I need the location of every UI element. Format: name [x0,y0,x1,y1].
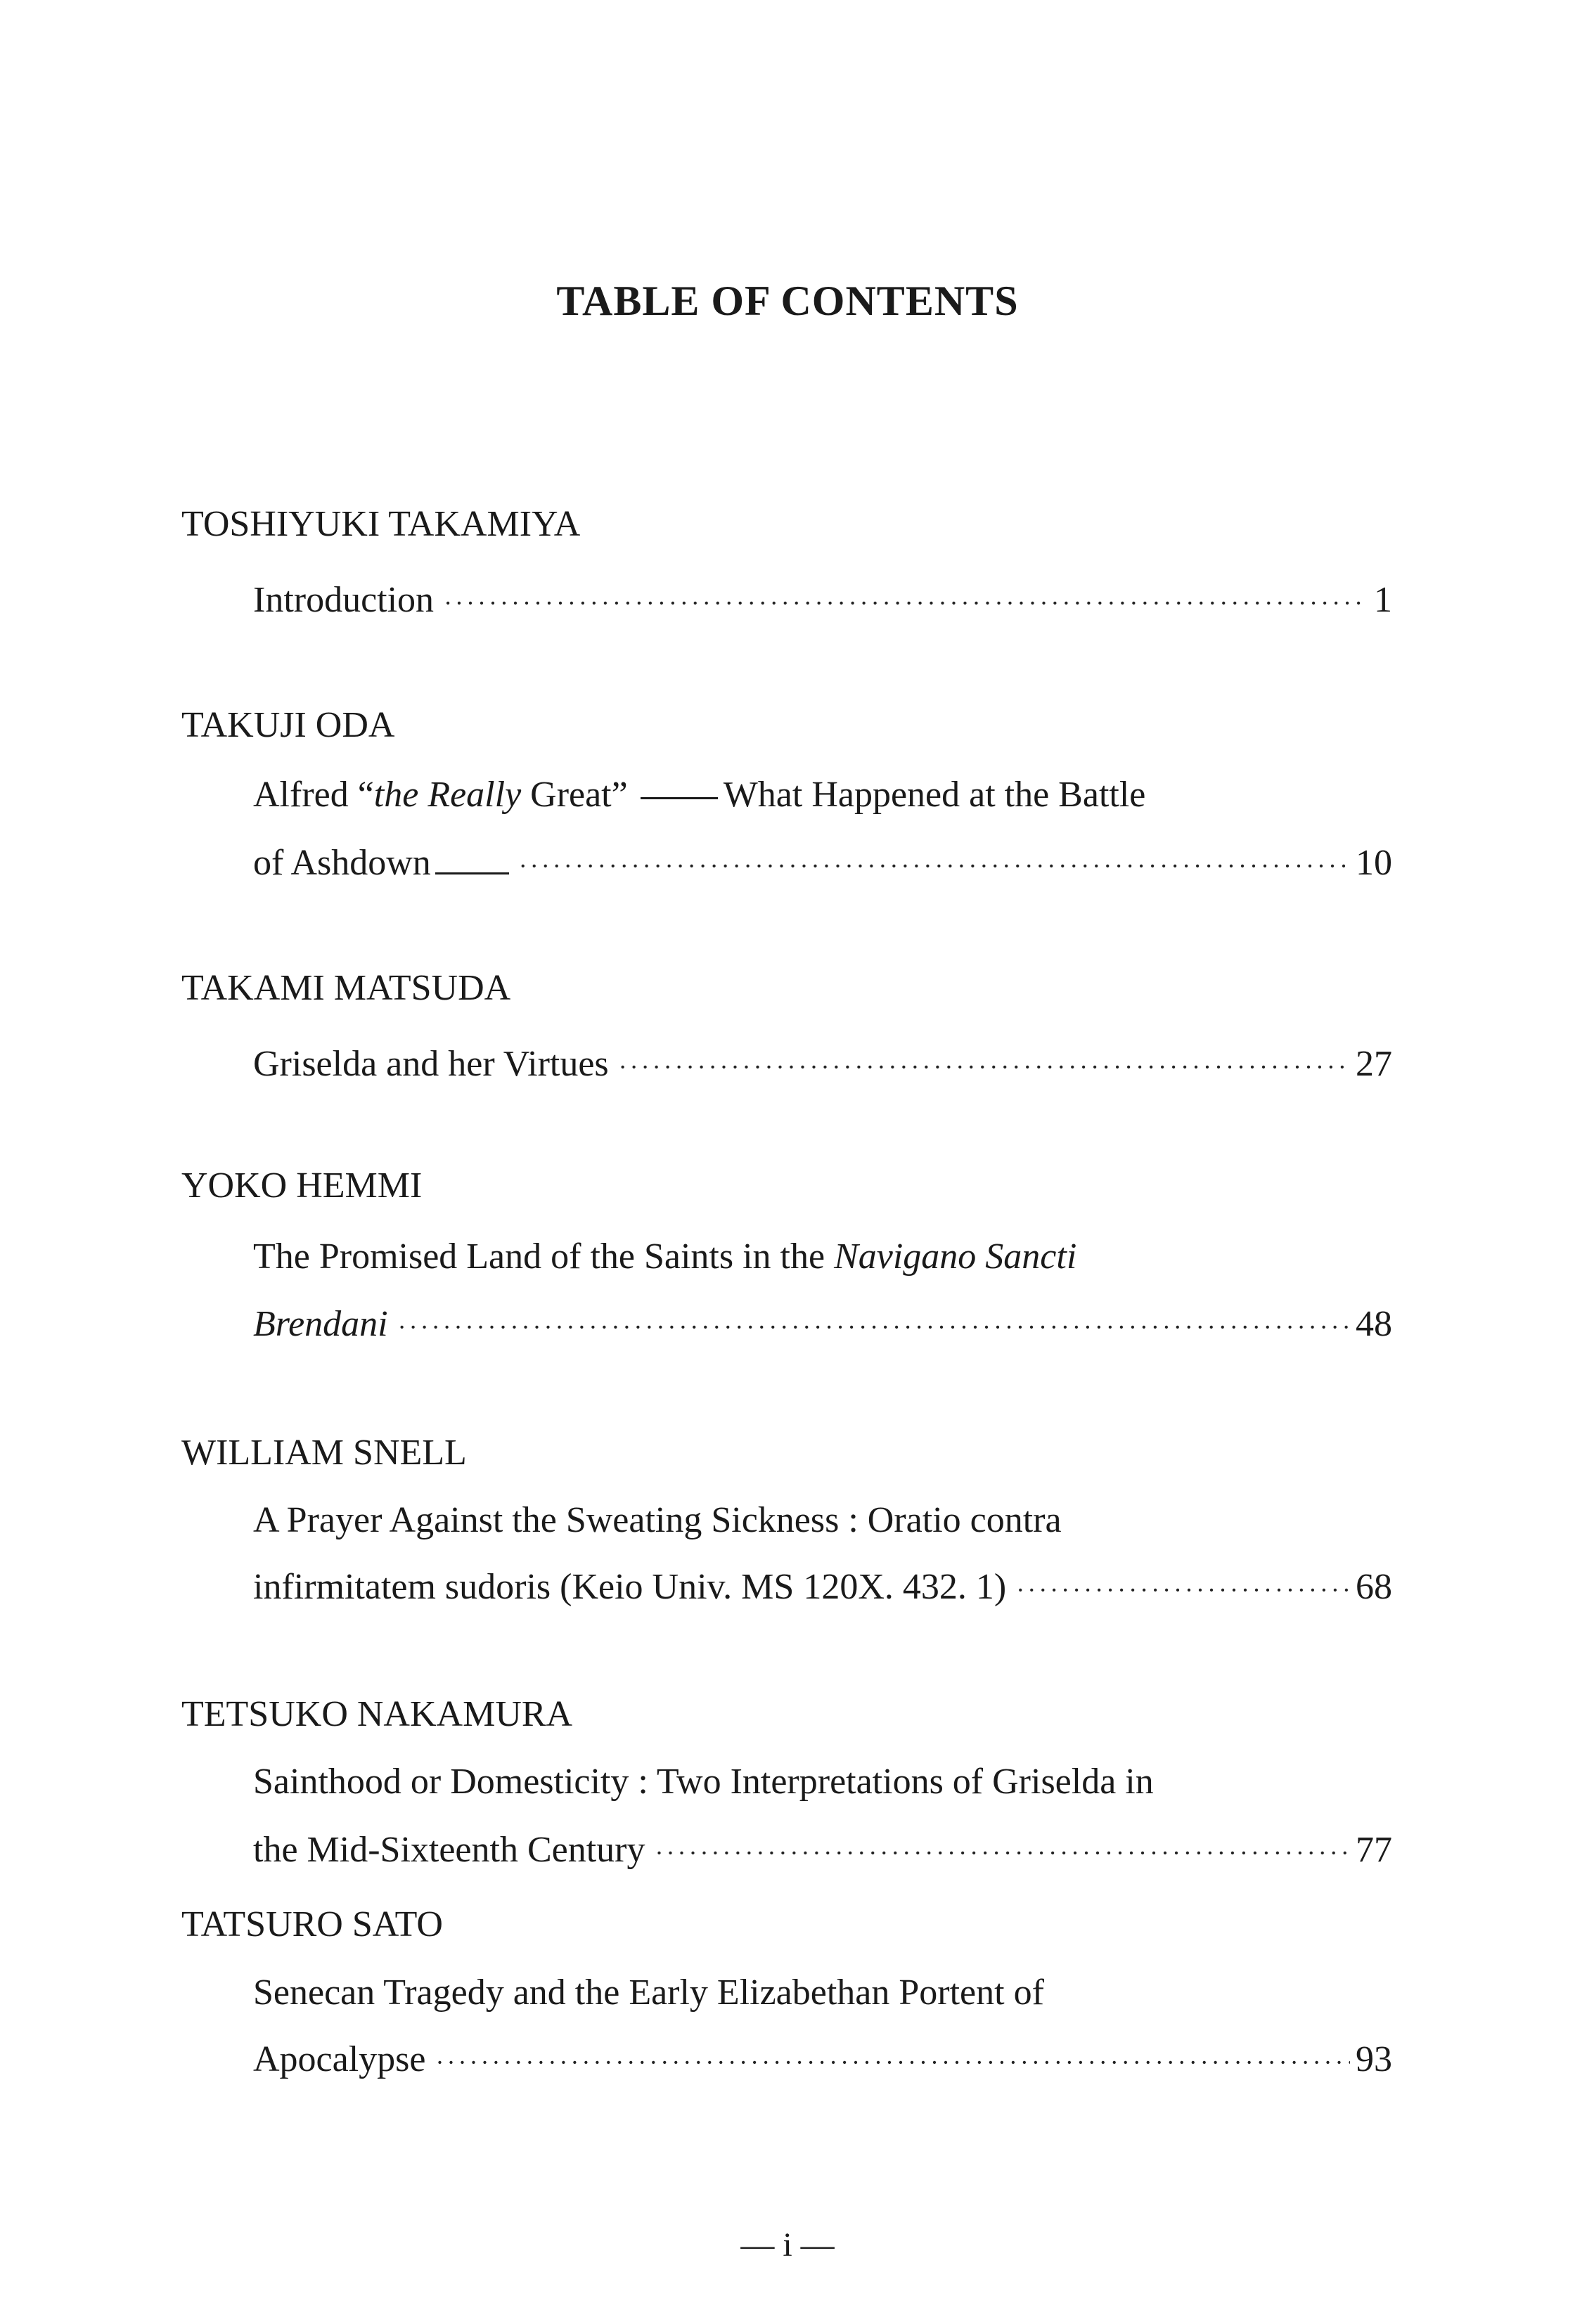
entry-title: Apocalypse [253,2039,426,2079]
dot-leader [398,1315,1350,1340]
dot-leader [519,853,1350,879]
entry-title: Introduction [253,580,435,620]
page-title: TABLE OF CONTENTS [556,278,1019,324]
entry-title: the Mid-Sixteenth Century [253,1830,645,1870]
page-number: 93 [1356,2039,1392,2079]
entry-author: TETSUKO NAKAMURA [181,1694,573,1734]
page-number: 1 [1374,580,1392,620]
toc-entry-line[interactable] [253,582,1392,619]
entry-author: TAKAMI MATSUDA [181,968,511,1008]
entry-title-line: Sainthood or Domesticity : Two Interpretations of Griselda in [253,1762,1154,1802]
entry-title: Brendani [253,1304,388,1344]
page-number: 77 [1356,1830,1392,1870]
em-dash-rule [435,872,509,874]
entry-title-text: Great” [521,775,628,815]
toc-entry-line[interactable] [253,1046,1392,1083]
entry-title-line [253,777,1145,813]
toc-entry-line[interactable] [253,1569,1392,1606]
page-folio: — i — [740,2226,835,2264]
entry-title-line: A Prayer Against the Sweating Sickness : Oratio contra [253,1500,1062,1540]
entry-title-line: Senecan Tragedy and the Early Elizabethan Portent of [253,1973,1044,2013]
entry-author: TATSURO SATO [181,1904,443,1944]
toc-entry-line[interactable] [253,1306,1392,1343]
entry-title-text: Alfred “ [253,775,374,815]
dot-leader [619,1054,1350,1080]
dot-leader [444,590,1368,616]
entry-author: WILLIAM SNELL [181,1433,467,1473]
dot-leader [1016,1577,1350,1603]
em-dash-rule [641,797,718,799]
page-number: 48 [1356,1304,1392,1344]
entry-title-text: The Promised Land of the Saints in the [253,1237,835,1277]
toc-entry-line[interactable] [253,1832,1392,1868]
entry-author: TOSHIYUKI TAKAMIYA [181,504,581,544]
page-number: 27 [1356,1044,1392,1084]
dot-leader [435,2050,1350,2075]
entry-title-italic: the Really [373,775,522,815]
entry-title: Griselda and her Virtues [253,1044,609,1084]
entry-author: TAKUJI ODA [181,705,395,745]
page-number: 10 [1356,843,1392,883]
entry-title-italic: Navigano Sancti [834,1237,1077,1277]
dot-leader [655,1840,1350,1866]
toc-entry-line[interactable] [253,2041,1392,2078]
entry-title-line [253,1239,1076,1275]
entry-title: infirmitatem sudoris (Keio Univ. MS 120X. 432. 1) [253,1567,1007,1607]
page-number: 68 [1356,1567,1392,1607]
entry-author: YOKO HEMMI [181,1166,423,1206]
toc-entry-line[interactable] [253,845,1392,882]
entry-title: of Ashdown [253,843,431,883]
entry-title-text: What Happened at the Battle [723,775,1146,815]
